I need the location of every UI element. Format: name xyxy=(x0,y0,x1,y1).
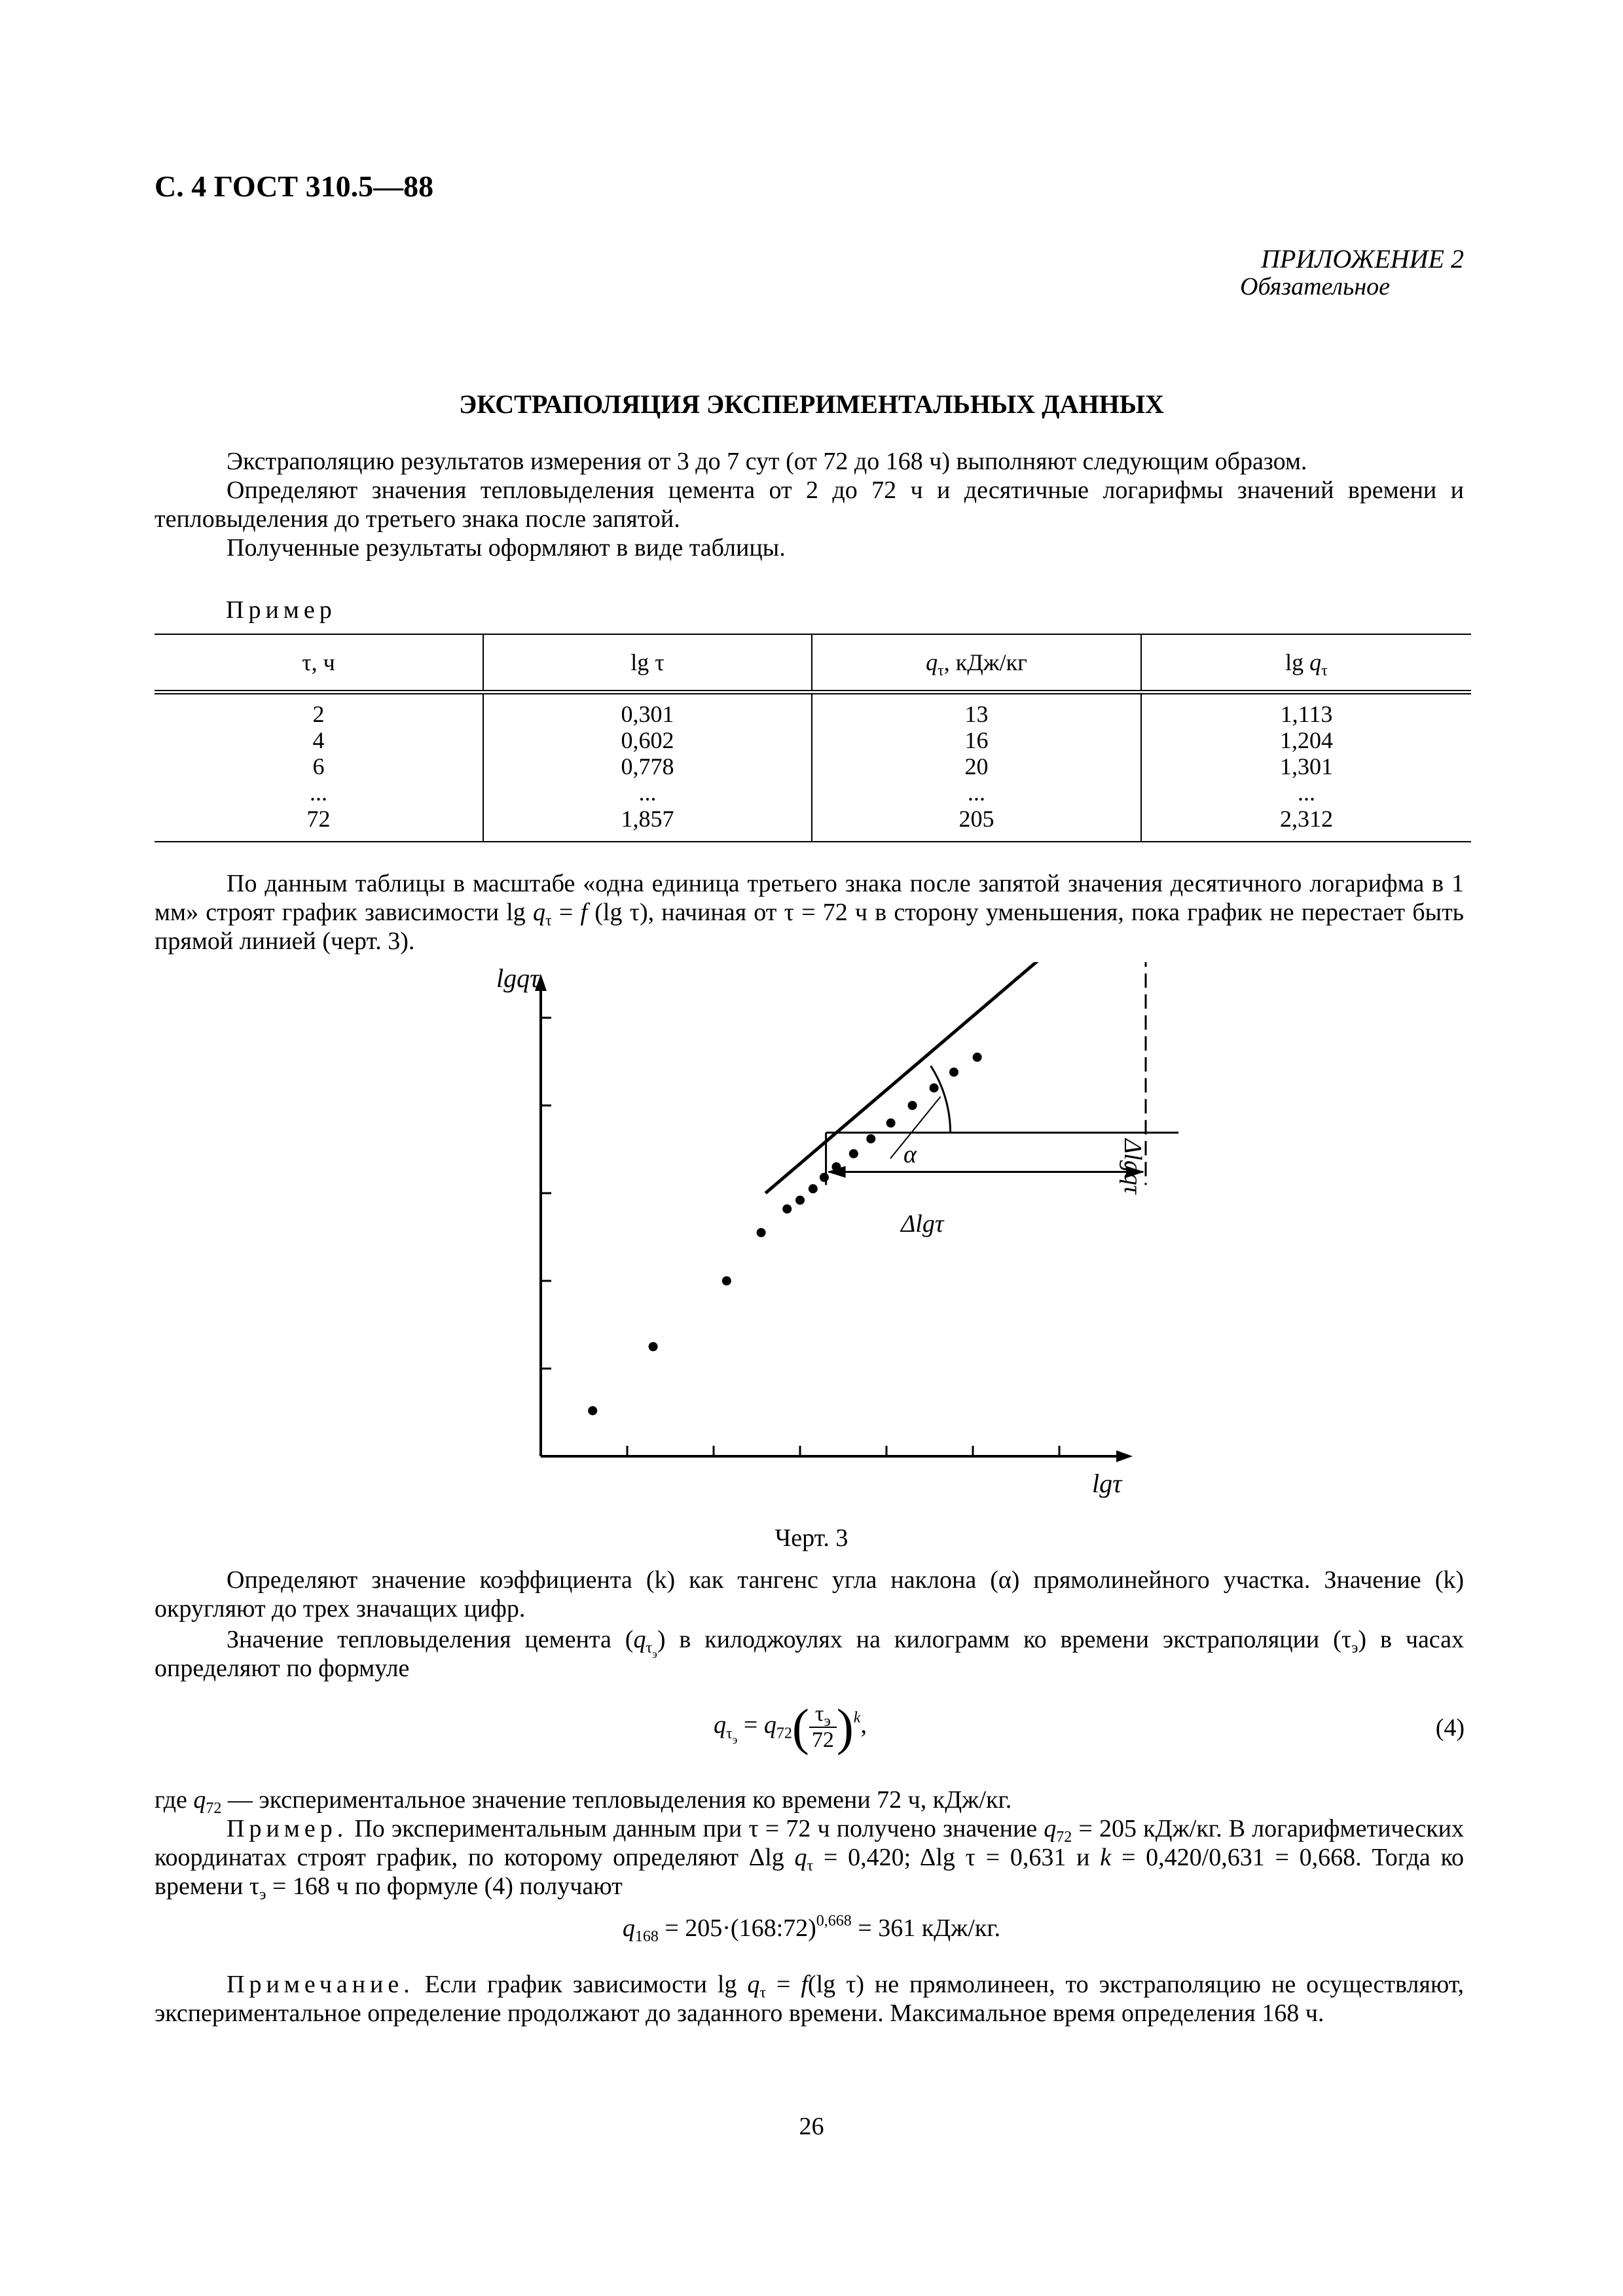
intro-p3: Полученные результаты оформляют в виде таблицы. xyxy=(227,534,786,562)
paragraph-formula-intro: Значение тепловыделения цемента $(q_{\tau_э})$ в килоджоулях на килограмм ко времени экстраполяции $(\tau_э)$ в часах определяют по формуле xyxy=(155,1626,1465,1682)
y-axis-label: lgqτ xyxy=(496,963,539,993)
data-point xyxy=(908,1101,917,1110)
table-cell: 2 4 6 ... 72 xyxy=(155,692,483,838)
data-point xyxy=(949,1067,958,1077)
table-cell: 1,113 1,204 1,301 ... 2,312 xyxy=(1141,692,1471,838)
example-label: Пример xyxy=(226,596,337,624)
chart-ticks xyxy=(541,1018,1059,1456)
x-axis-label: lgτ xyxy=(1092,1469,1122,1498)
chart-fit-line xyxy=(765,962,1146,1193)
where-line: где $q_{72}$ — экспериментальное значение тепловыделения ко времени 72 ч, кДж/кг. xyxy=(155,1786,1012,1817)
data-point xyxy=(782,1204,792,1213)
data-point xyxy=(649,1342,658,1352)
figure-caption: Черт. 3 xyxy=(775,1524,848,1552)
x-axis-arrow xyxy=(1116,1450,1133,1462)
appendix-subtitle: Обязательное xyxy=(1240,273,1391,300)
data-point xyxy=(722,1276,731,1285)
intro-block xyxy=(155,447,1464,562)
table-cell: 0,301 0,602 0,778 ... 1,857 xyxy=(483,692,812,838)
header-lg-q: $\lg q_\tau$ xyxy=(1141,634,1471,692)
intro-p1: Экстраполяцию результатов измерения от 3 до 7 сут (от 72 до 168 ч) выполняют следующим образом. xyxy=(227,448,1307,475)
formula-number: (4) xyxy=(1435,1714,1465,1742)
header-q: $q_\tau$, кДж/кг xyxy=(812,634,1141,692)
header-tau: τ, ч xyxy=(302,649,335,675)
note-paragraph: Примечание. Если график зависимости $\lg q_\tau = f(\lg$ τ) не прямолинеен, то экстраполяцию не осуществляют, экспериментальное определение продолжают до заданного времени. Максимальное время определения 168 ч. xyxy=(155,1971,1464,2027)
example2-paragraph: Пример. По экспериментальным данным при τ = 72 ч получено значение $q_{72} = 205$ кДж/кг. В логарифметических координатах строят график, по которому определяют Δlg $q_\tau = 0,420$; Δlg τ = 0,631 и k = 0,420/0,631 = 0,668. Тогда ко времени $\tau_э = 168$ ч по формуле (4) получают xyxy=(155,1815,1464,1903)
page-header: С. 4 ГОСТ 310.5—88 xyxy=(155,170,434,203)
formula-4: $q_{\tau_э} = q_{72}$( $\frac{\tau_э}{72}$ )$^k$, xyxy=(714,1698,867,1755)
data-table xyxy=(155,634,1471,842)
data-point xyxy=(757,1228,766,1237)
paragraph-k: Определяют значение коэффициента (k) как тангенс угла наклона (α) прямолинейного участка. Значение (k) округляют до трех значащих цифр. xyxy=(155,1566,1464,1623)
data-point xyxy=(849,1149,858,1158)
graph-paragraph: По данным таблицы в масштабе «одна единица третьего знака после запятой значения десятичного логарифма в 1 мм» строят график зависимости $\lg q_\tau = f$ (lg τ), начиная от τ = 72 ч в сторону уменьшения, пока график не перестает быть прямой линией (черт. 3). xyxy=(155,870,1465,955)
delta-x-label: Δlgτ xyxy=(901,1210,944,1238)
page-number: 26 xyxy=(799,2113,824,2140)
delta-y-label: Δlgqτ xyxy=(1119,1139,1146,1194)
intro-p2: Определяют значения тепловыделения цемента от 2 до 72 ч и десятичные логарифмы значений времени и тепловыделения до третьего знака после запятой. xyxy=(155,476,1464,533)
data-point xyxy=(588,1406,597,1415)
data-point xyxy=(795,1196,805,1205)
alpha-label: α xyxy=(903,1141,917,1168)
data-point xyxy=(973,1052,982,1062)
section-title: ЭКСТРАПОЛЯЦИЯ ЭКСПЕРИМЕНТАЛЬНЫХ ДАННЫХ xyxy=(459,389,1164,419)
data-point xyxy=(886,1119,896,1128)
alpha-arc xyxy=(931,1066,951,1133)
data-point xyxy=(866,1134,875,1143)
header-lg-tau: lg τ xyxy=(483,634,812,692)
appendix-title: ПРИЛОЖЕНИЕ 2 xyxy=(1261,244,1464,274)
data-point xyxy=(930,1083,939,1092)
chart xyxy=(471,962,1178,1505)
data-point xyxy=(809,1184,818,1193)
chart-axes xyxy=(535,974,1133,1462)
fit-line xyxy=(765,962,1146,1193)
result-formula: $q_{168}$ = 205·(168:72)$^{0,668}$ = 361 кДж/кг. xyxy=(622,1912,1001,1945)
table-cell: 13 16 20 ... 205 xyxy=(812,692,1141,838)
data-point xyxy=(820,1173,829,1182)
